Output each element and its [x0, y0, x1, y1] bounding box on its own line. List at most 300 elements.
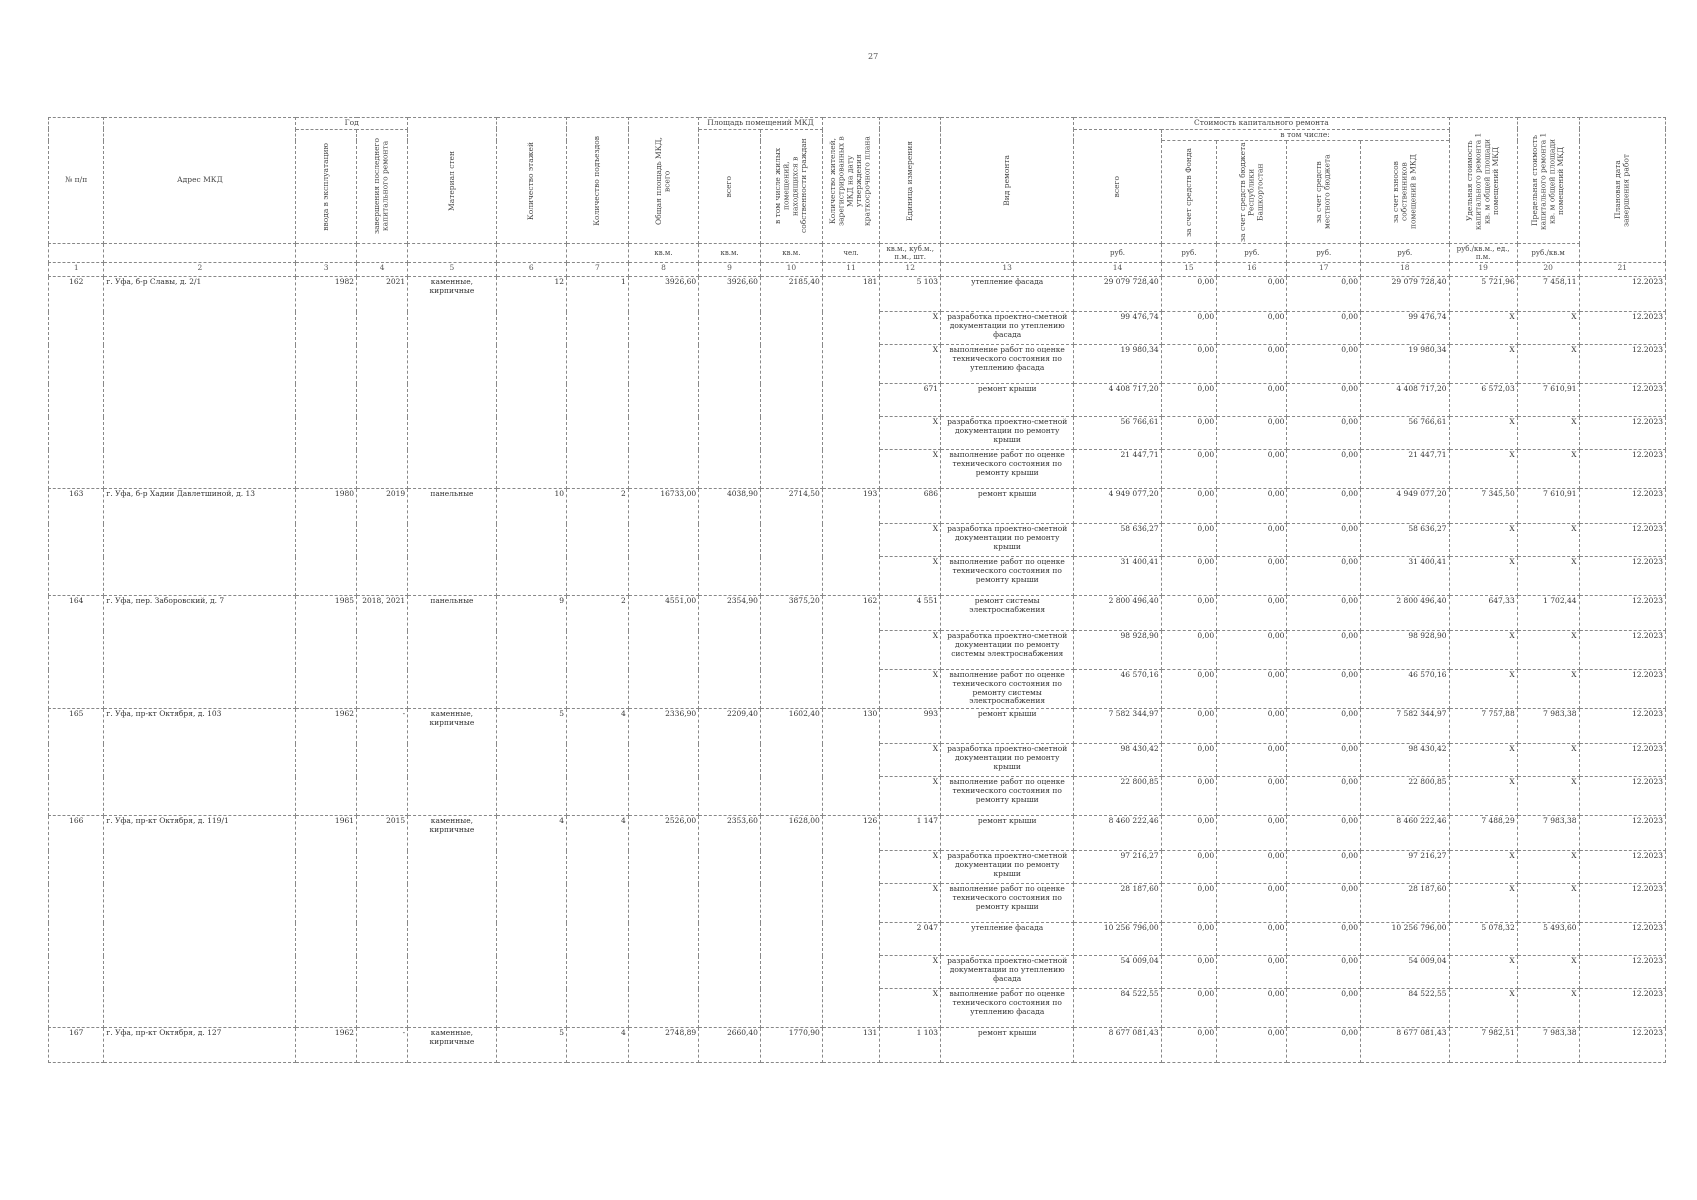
repair-kind: выполнение работ по оценке технического состояния по ремонту крыши [941, 884, 1074, 923]
unit-cost: X [1449, 417, 1517, 450]
header-area-all [699, 129, 761, 244]
cost-rb-budget: 0,00 [1217, 450, 1287, 489]
completion-date: 12.2023 [1579, 524, 1665, 557]
cost-local-budget: 0,00 [1287, 345, 1361, 384]
building-address: г. Уфа, пер. Заборовский, д. 7 [104, 596, 296, 709]
work-quantity: 5 103 [880, 277, 941, 312]
repair-kind: ремонт крыши [941, 1028, 1074, 1063]
limit-cost: 7 610,91 [1517, 384, 1579, 417]
work-quantity: 686 [880, 489, 941, 524]
cost-owners: 84 522,55 [1360, 989, 1449, 1028]
header-area-group: Площадь помещений МКД [699, 118, 823, 130]
completion-date: 12.2023 [1579, 345, 1665, 384]
header-wall-material [408, 118, 496, 244]
unit-cost: X [1449, 345, 1517, 384]
register-row [49, 709, 1666, 744]
cost-owners: 19 980,34 [1360, 345, 1449, 384]
last-repair-year: 2019 [357, 489, 408, 596]
total-area: 2336,90 [628, 709, 698, 816]
cost-local-budget: 0,00 [1287, 1028, 1361, 1063]
cost-rb-budget: 0,00 [1217, 557, 1287, 596]
header-no: № п/п [49, 118, 104, 244]
wall-material: каменные, кирпичные [408, 709, 496, 816]
header-unit-text: Единица измерения [904, 140, 914, 221]
work-quantity: X [880, 670, 941, 709]
building-number: 165 [49, 709, 104, 816]
cost-local-budget: 0,00 [1287, 956, 1361, 989]
repair-kind: ремонт крыши [941, 816, 1074, 851]
completion-date: 12.2023 [1579, 884, 1665, 923]
completion-date: 12.2023 [1579, 777, 1665, 816]
repair-kind: разработка проектно-сметной документации по ремонту крыши [941, 744, 1074, 777]
column-number: 6 [496, 263, 566, 277]
cost-rb-budget: 0,00 [1217, 777, 1287, 816]
repair-kind: утепление фасада [941, 277, 1074, 312]
header-entrances [566, 118, 628, 244]
header-last-repair-text: завершения последнего капитального ремонта [372, 138, 391, 235]
cost-total: 99 476,74 [1074, 312, 1161, 345]
work-quantity: X [880, 744, 941, 777]
completion-date: 12.2023 [1579, 450, 1665, 489]
work-quantity: X [880, 956, 941, 989]
header-cost-total-text: всего [1112, 175, 1122, 198]
header-residents [822, 118, 880, 244]
work-quantity: 993 [880, 709, 941, 744]
repair-kind: выполнение работ по оценке технического состояния по утеплению фасада [941, 345, 1074, 384]
cost-total: 98 928,90 [1074, 631, 1161, 670]
cost-local-budget: 0,00 [1287, 489, 1361, 524]
entrances-count: 4 [566, 1028, 628, 1063]
building-number: 163 [49, 489, 104, 596]
header-local-budget [1287, 141, 1361, 244]
repair-kind: выполнение работ по оценке технического состояния по ремонту крыши [941, 557, 1074, 596]
unit-col8: кв.м. [628, 244, 698, 263]
cost-rb-budget: 0,00 [1217, 989, 1287, 1028]
repair-kind: разработка проектно-сметной документации по ремонту крыши [941, 417, 1074, 450]
limit-cost: X [1517, 417, 1579, 450]
cost-rb-budget: 0,00 [1217, 345, 1287, 384]
floors-count: 4 [496, 816, 566, 1028]
repair-kind: утепление фасада [941, 923, 1074, 956]
unit-col12: кв.м., куб.м., п.м., шт. [880, 244, 941, 263]
area-residential: 1628,00 [760, 816, 822, 1028]
cost-fund: 0,00 [1161, 989, 1216, 1028]
register-body [49, 277, 1666, 1063]
cost-owners: 28 187,60 [1360, 884, 1449, 923]
column-number: 8 [628, 263, 698, 277]
cost-fund: 0,00 [1161, 596, 1216, 631]
cost-local-budget: 0,00 [1287, 709, 1361, 744]
limit-cost: X [1517, 631, 1579, 670]
cost-owners: 8 677 081,43 [1360, 1028, 1449, 1063]
wall-material: каменные, кирпичные [408, 816, 496, 1028]
work-quantity: X [880, 417, 941, 450]
total-area: 4551,00 [628, 596, 698, 709]
floors-count: 10 [496, 489, 566, 596]
repair-kind: разработка проектно-сметной документации по утеплению фасада [941, 312, 1074, 345]
capital-repair-register-table [48, 117, 1666, 1063]
cost-owners: 29 079 728,40 [1360, 277, 1449, 312]
unit-blank [941, 244, 1074, 263]
floors-count: 9 [496, 596, 566, 709]
limit-cost: X [1517, 989, 1579, 1028]
completion-date: 12.2023 [1579, 631, 1665, 670]
entrances-count: 1 [566, 277, 628, 489]
header-entrances-text: Количество подъездов [592, 135, 602, 226]
cost-owners: 4 949 077,20 [1360, 489, 1449, 524]
cost-owners: 54 009,04 [1360, 956, 1449, 989]
cost-local-budget: 0,00 [1287, 631, 1361, 670]
cost-owners: 4 408 717,20 [1360, 384, 1449, 417]
header-residents-text: Количество жителей, зарегистрированных в МКД на дату утверждения краткосрочного плана [828, 135, 872, 226]
completion-date: 12.2023 [1579, 312, 1665, 345]
repair-kind: ремонт системы электроснабжения [941, 596, 1074, 631]
area-all: 2660,40 [699, 1028, 761, 1063]
work-quantity: X [880, 450, 941, 489]
cost-total: 84 522,55 [1074, 989, 1161, 1028]
cost-owners: 56 766,61 [1360, 417, 1449, 450]
unit-col19: руб./кв.м., ед., п.м. [1449, 244, 1517, 263]
work-quantity: X [880, 312, 941, 345]
cost-total: 54 009,04 [1074, 956, 1161, 989]
limit-cost: X [1517, 312, 1579, 345]
work-quantity: X [880, 345, 941, 384]
completion-date: 12.2023 [1579, 744, 1665, 777]
cost-owners: 58 636,27 [1360, 524, 1449, 557]
work-quantity: 2 047 [880, 923, 941, 956]
cost-fund: 0,00 [1161, 884, 1216, 923]
building-number: 166 [49, 816, 104, 1028]
work-quantity: 1 147 [880, 816, 941, 851]
completion-date: 12.2023 [1579, 384, 1665, 417]
limit-cost: 7 983,38 [1517, 709, 1579, 744]
residents-count: 126 [822, 816, 880, 1028]
area-all: 2209,40 [699, 709, 761, 816]
cost-local-budget: 0,00 [1287, 989, 1361, 1028]
building-address: г. Уфа, б-р Славы, д. 2/1 [104, 277, 296, 489]
cost-rb-budget: 0,00 [1217, 884, 1287, 923]
cost-fund: 0,00 [1161, 670, 1216, 709]
header-local-budget-text: за счет средств местного бюджета [1314, 154, 1332, 230]
floors-count: 5 [496, 1028, 566, 1063]
cost-rb-budget: 0,00 [1217, 744, 1287, 777]
header-area-all-text: всего [724, 175, 734, 198]
entrances-count: 2 [566, 489, 628, 596]
work-quantity: 1 103 [880, 1028, 941, 1063]
column-number: 19 [1449, 263, 1517, 277]
cost-fund: 0,00 [1161, 277, 1216, 312]
residents-count: 162 [822, 596, 880, 709]
limit-cost: X [1517, 345, 1579, 384]
entrances-count: 4 [566, 709, 628, 816]
building-address: г. Уфа, б-р Хадии Давлетшиной, д. 13 [104, 489, 296, 596]
cost-fund: 0,00 [1161, 524, 1216, 557]
header-last-repair [357, 129, 408, 244]
repair-kind: ремонт крыши [941, 709, 1074, 744]
total-area: 3926,60 [628, 277, 698, 489]
header-address: Адрес МКД [104, 118, 296, 244]
work-quantity: X [880, 524, 941, 557]
limit-cost: X [1517, 557, 1579, 596]
header-limit-cost [1517, 118, 1579, 244]
year-built: 1961 [296, 816, 357, 1028]
wall-material: каменные, кирпичные [408, 1028, 496, 1063]
work-quantity: X [880, 777, 941, 816]
repair-kind: разработка проектно-сметной документации по утеплению фасада [941, 956, 1074, 989]
area-residential: 2714,50 [760, 489, 822, 596]
unit-blank [566, 244, 628, 263]
repair-kind: выполнение работ по оценке технического состояния по ремонту крыши [941, 450, 1074, 489]
header-cost-group: Стоимость капитального ремонта [1074, 118, 1449, 130]
column-number: 17 [1287, 263, 1361, 277]
unit-cost: X [1449, 956, 1517, 989]
cost-owners: 98 430,42 [1360, 744, 1449, 777]
cost-total: 28 187,60 [1074, 884, 1161, 923]
header-unit [880, 118, 941, 244]
building-number: 167 [49, 1028, 104, 1063]
limit-cost: X [1517, 851, 1579, 884]
unit-cost: X [1449, 670, 1517, 709]
column-number: 16 [1217, 263, 1287, 277]
cost-local-budget: 0,00 [1287, 923, 1361, 956]
header-year-built-text: ввода в эксплуатацию [320, 142, 330, 231]
unit-col9: кв.м. [699, 244, 761, 263]
unit-blank [296, 244, 357, 263]
column-number: 1 [49, 263, 104, 277]
unit-cost: X [1449, 884, 1517, 923]
cost-rb-budget: 0,00 [1217, 524, 1287, 557]
header-owners [1360, 141, 1449, 244]
unit-cost: 7 982,51 [1449, 1028, 1517, 1063]
page-number: 27 [868, 52, 879, 61]
repair-kind: ремонт крыши [941, 384, 1074, 417]
cost-local-budget: 0,00 [1287, 524, 1361, 557]
repair-kind: ремонт крыши [941, 489, 1074, 524]
column-number: 9 [699, 263, 761, 277]
total-area: 16733,00 [628, 489, 698, 596]
unit-cost: 647,33 [1449, 596, 1517, 631]
unit-cost: X [1449, 851, 1517, 884]
header-cost-total [1074, 129, 1161, 244]
header-year-built [296, 129, 357, 244]
last-repair-year: 2018, 2021 [357, 596, 408, 709]
cost-local-budget: 0,00 [1287, 744, 1361, 777]
year-built: 1985 [296, 596, 357, 709]
unit-blank [104, 244, 296, 263]
cost-owners: 10 256 796,00 [1360, 923, 1449, 956]
column-number: 15 [1161, 263, 1216, 277]
area-residential: 1602,40 [760, 709, 822, 816]
limit-cost: X [1517, 777, 1579, 816]
wall-material: панельные [408, 596, 496, 709]
unit-col11: чел. [822, 244, 880, 263]
header-unit-cost-text: Удельная стоимость капитального ремонта 1 кв. м общей площади помещений МКД [1464, 131, 1500, 230]
cost-fund: 0,00 [1161, 956, 1216, 989]
cost-rb-budget: 0,00 [1217, 816, 1287, 851]
header-area-res-text: в том числе жилых помещений, находящихся в собственности граждан [773, 139, 808, 234]
area-residential: 3875,20 [760, 596, 822, 709]
cost-local-budget: 0,00 [1287, 884, 1361, 923]
cost-total: 4 408 717,20 [1074, 384, 1161, 417]
cost-local-budget: 0,00 [1287, 851, 1361, 884]
limit-cost: 5 493,60 [1517, 923, 1579, 956]
unit-col14: руб. [1074, 244, 1161, 263]
total-area: 2526,00 [628, 816, 698, 1028]
column-number: 11 [822, 263, 880, 277]
unit-cost: 5 078,32 [1449, 923, 1517, 956]
unit-cost: X [1449, 312, 1517, 345]
cost-fund: 0,00 [1161, 816, 1216, 851]
building-address: г. Уфа, пр-кт Октября, д. 127 [104, 1028, 296, 1063]
register-row [49, 596, 1666, 631]
wall-material: каменные, кирпичные [408, 277, 496, 489]
unit-cost: 5 721,96 [1449, 277, 1517, 312]
unit-col18: руб. [1360, 244, 1449, 263]
area-all: 3926,60 [699, 277, 761, 489]
limit-cost: 7 458,11 [1517, 277, 1579, 312]
column-number: 4 [357, 263, 408, 277]
unit-cost: X [1449, 631, 1517, 670]
cost-fund: 0,00 [1161, 851, 1216, 884]
wall-material: панельные [408, 489, 496, 596]
cost-local-budget: 0,00 [1287, 277, 1361, 312]
cost-rb-budget: 0,00 [1217, 1028, 1287, 1063]
work-quantity: 4 551 [880, 596, 941, 631]
cost-owners: 31 400,41 [1360, 557, 1449, 596]
cost-rb-budget: 0,00 [1217, 670, 1287, 709]
cost-local-budget: 0,00 [1287, 384, 1361, 417]
cost-owners: 8 460 222,46 [1360, 816, 1449, 851]
unit-blank [408, 244, 496, 263]
work-quantity: X [880, 989, 941, 1028]
year-built: 1982 [296, 277, 357, 489]
unit-blank [357, 244, 408, 263]
area-residential: 1770,90 [760, 1028, 822, 1063]
unit-cost: X [1449, 744, 1517, 777]
cost-total: 46 570,16 [1074, 670, 1161, 709]
cost-total: 4 949 077,20 [1074, 489, 1161, 524]
repair-kind: разработка проектно-сметной документации по ремонту системы электроснабжения [941, 631, 1074, 670]
unit-cost: X [1449, 524, 1517, 557]
cost-rb-budget: 0,00 [1217, 277, 1287, 312]
repair-kind: выполнение работ по оценке технического состояния по ремонту системы электроснабжения [941, 670, 1074, 709]
header-unit-cost [1449, 118, 1517, 244]
header-floors-text: Количество этажей [526, 141, 535, 220]
cost-rb-budget: 0,00 [1217, 489, 1287, 524]
cost-fund: 0,00 [1161, 489, 1216, 524]
cost-local-budget: 0,00 [1287, 596, 1361, 631]
cost-owners: 21 447,71 [1360, 450, 1449, 489]
cost-total: 98 430,42 [1074, 744, 1161, 777]
residents-count: 130 [822, 709, 880, 816]
cost-total: 2 800 496,40 [1074, 596, 1161, 631]
cost-total: 8 677 081,43 [1074, 1028, 1161, 1063]
building-number: 164 [49, 596, 104, 709]
cost-total: 31 400,41 [1074, 557, 1161, 596]
cost-total: 22 800,85 [1074, 777, 1161, 816]
cost-owners: 46 570,16 [1360, 670, 1449, 709]
header-area-res [760, 129, 822, 244]
area-all: 4038,90 [699, 489, 761, 596]
header-wall-material-text: Материал стен [446, 150, 456, 211]
completion-date: 12.2023 [1579, 596, 1665, 631]
limit-cost: X [1517, 670, 1579, 709]
cost-rb-budget: 0,00 [1217, 923, 1287, 956]
limit-cost: 1 702,44 [1517, 596, 1579, 631]
column-number: 18 [1360, 263, 1449, 277]
work-quantity: X [880, 557, 941, 596]
cost-fund: 0,00 [1161, 312, 1216, 345]
completion-date: 12.2023 [1579, 277, 1665, 312]
header-date-text: Плановая дата завершения работ [1612, 153, 1631, 227]
column-number-row [49, 263, 1666, 277]
work-quantity: X [880, 884, 941, 923]
cost-fund: 0,00 [1161, 417, 1216, 450]
completion-date: 12.2023 [1579, 923, 1665, 956]
limit-cost: X [1517, 524, 1579, 557]
last-repair-year: 2015 [357, 816, 408, 1028]
limit-cost: X [1517, 884, 1579, 923]
column-number: 20 [1517, 263, 1579, 277]
area-residential: 2185,40 [760, 277, 822, 489]
register-row [49, 1028, 1666, 1063]
cost-fund: 0,00 [1161, 384, 1216, 417]
repair-kind: разработка проектно-сметной документации по ремонту крыши [941, 524, 1074, 557]
unit-blank [49, 244, 104, 263]
floors-count: 5 [496, 709, 566, 816]
repair-kind: выполнение работ по оценке технического состояния по утеплению фасада [941, 989, 1074, 1028]
unit-cost: X [1449, 777, 1517, 816]
unit-col16: руб. [1217, 244, 1287, 263]
cost-owners: 2 800 496,40 [1360, 596, 1449, 631]
register-row [49, 816, 1666, 851]
cost-local-budget: 0,00 [1287, 816, 1361, 851]
unit-cost: 7 345,50 [1449, 489, 1517, 524]
limit-cost: X [1517, 744, 1579, 777]
cost-fund: 0,00 [1161, 450, 1216, 489]
header-floors [496, 118, 566, 244]
limit-cost: 7 983,38 [1517, 816, 1579, 851]
unit-col15: руб. [1161, 244, 1216, 263]
completion-date: 12.2023 [1579, 956, 1665, 989]
cost-local-budget: 0,00 [1287, 777, 1361, 816]
cost-total: 8 460 222,46 [1074, 816, 1161, 851]
cost-local-budget: 0,00 [1287, 417, 1361, 450]
unit-cost: 7 488,29 [1449, 816, 1517, 851]
building-address: г. Уфа, пр-кт Октября, д. 119/1 [104, 816, 296, 1028]
cost-owners: 97 216,27 [1360, 851, 1449, 884]
column-number: 2 [104, 263, 296, 277]
cost-rb-budget: 0,00 [1217, 709, 1287, 744]
cost-fund: 0,00 [1161, 1028, 1216, 1063]
header-rb-budget [1217, 141, 1287, 244]
column-number: 12 [880, 263, 941, 277]
cost-rb-budget: 0,00 [1217, 596, 1287, 631]
cost-owners: 22 800,85 [1360, 777, 1449, 816]
cost-total: 7 582 344,97 [1074, 709, 1161, 744]
last-repair-year: - [357, 1028, 408, 1063]
cost-total: 58 636,27 [1074, 524, 1161, 557]
cost-local-budget: 0,00 [1287, 557, 1361, 596]
header-limit-cost-text: Предельная стоимость капитального ремонта 1 кв. м общей площади помещений МКД [1529, 131, 1565, 230]
cost-fund: 0,00 [1161, 557, 1216, 596]
repair-kind: выполнение работ по оценке технического состояния по ремонту крыши [941, 777, 1074, 816]
cost-local-budget: 0,00 [1287, 670, 1361, 709]
column-number: 5 [408, 263, 496, 277]
cost-fund: 0,00 [1161, 923, 1216, 956]
completion-date: 12.2023 [1579, 557, 1665, 596]
limit-cost: X [1517, 956, 1579, 989]
